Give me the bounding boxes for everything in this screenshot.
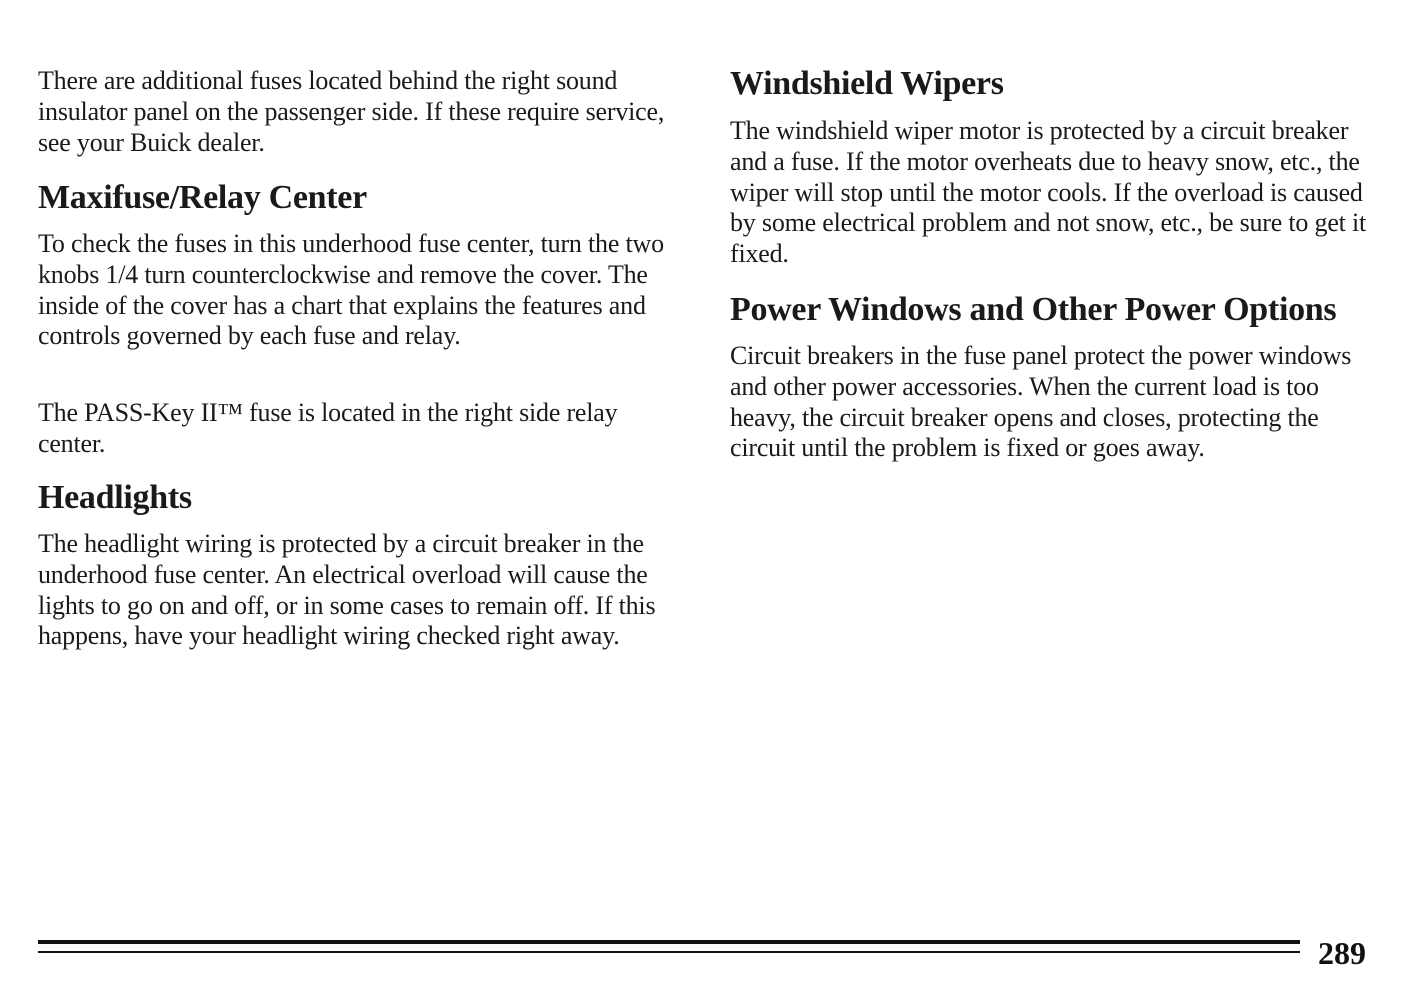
power-options-paragraph: Circuit breakers in the fuse panel protect the power windows and other power accessories. When the current load is too heavy, the circuit breaker opens and closes, protecting the circuit until the problem is fixed or goes away. (730, 341, 1352, 463)
headlights-heading: Headlights (38, 479, 192, 516)
page-number: 289 (1318, 935, 1366, 971)
wipers-paragraph: The windshield wiper motor is protected by a circuit breaker and a fuse. If the motor overheats due to heavy snow, etc., the wiper will stop until the motor cools. If the overload is caused by some electrical problem and not snow, etc., be sure to get it fixed. (730, 116, 1367, 269)
footer-rule-thin (38, 951, 1300, 953)
footer-rule (38, 940, 1300, 960)
footer-rule-thick (38, 940, 1300, 944)
maxifuse-paragraph-2: The PASS-Key II™ fuse is located in the right side relay center. (38, 398, 618, 458)
headlights-paragraph: The headlight wiring is protected by a circuit breaker in the underhood fuse center. An electrical overload will cause the lights to go on and off, or in some cases to remain off. If this happens, have your headlight wiring checked right away. (38, 529, 656, 651)
wipers-heading: Windshield Wipers (730, 65, 1004, 102)
power-options-heading: Power Windows and Other Power Options (730, 291, 1337, 328)
maxifuse-paragraph-1: To check the fuses in this underhood fuse center, turn the two knobs 1/4 turn counterclockwise and remove the cover. The inside of the cover has a chart that explains the features and controls governed by each fuse and relay. (38, 229, 664, 351)
maxifuse-heading: Maxifuse/Relay Center (38, 179, 367, 216)
intro-paragraph: There are additional fuses located behind the right sound insulator panel on the passenger side. If these require service, see your Buick dealer. (38, 66, 665, 157)
